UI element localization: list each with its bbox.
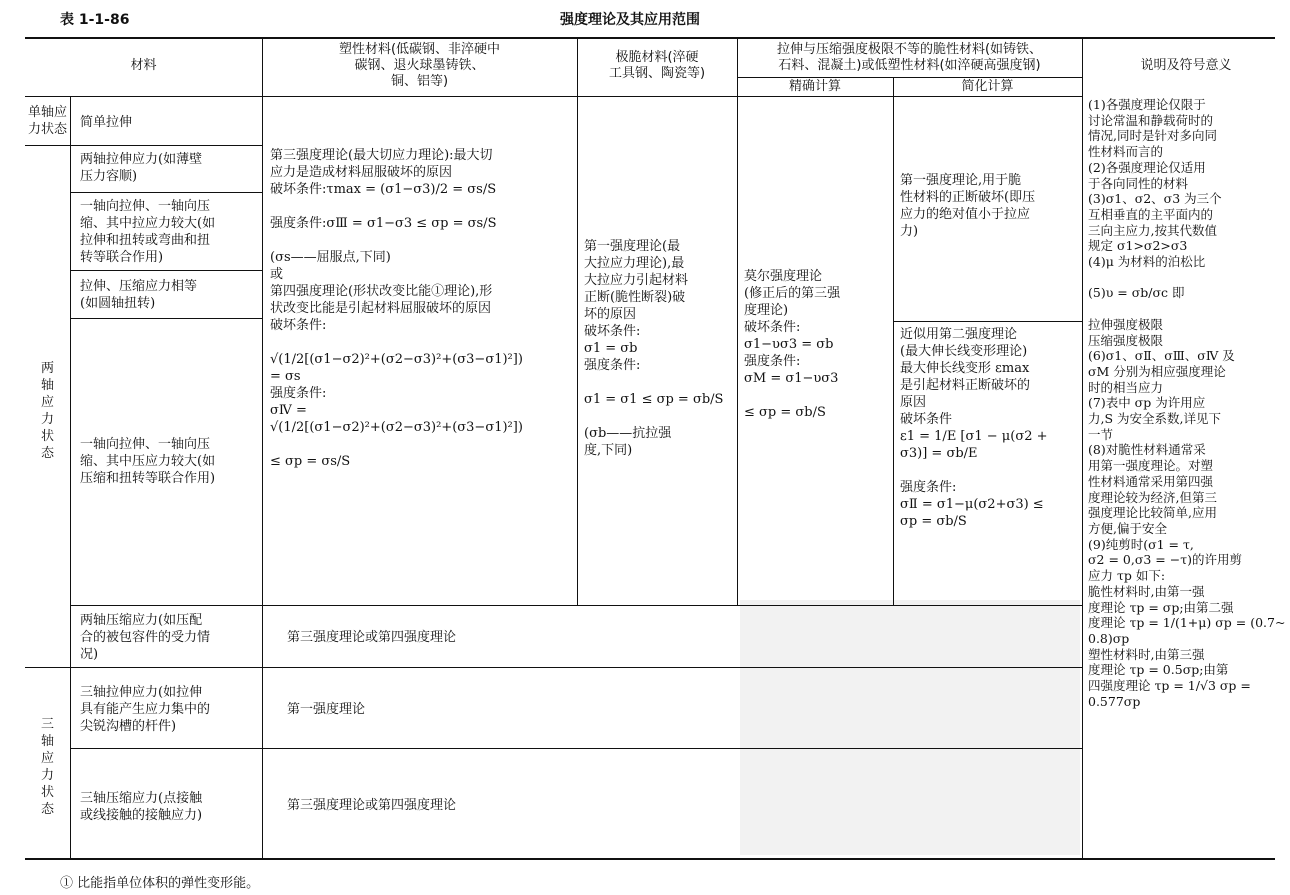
vrule-condition — [262, 37, 263, 858]
rule-subheader — [737, 77, 1082, 78]
simplified-second-theory-text: 近似用第二强度理论 (最大伸长线变形理论) 最大伸长线变形 εmax 是引起材料正断破坏的 原因 破坏条件 ε1 = 1/E [σ1 − μ(σ2 + σ3)] = σb/E 强度条件: σⅡ = σ1−μ(σ2+σ3) ≤ σp = σb/S — [900, 327, 1048, 529]
state-uniaxial: 单轴应 力状态 — [27, 105, 67, 137]
vrule-state — [70, 96, 71, 858]
condition-equal-tension-compression: 拉伸、压缩应力相等 (如圆轴扭转) — [80, 279, 198, 311]
condition-tension-compression-tension-dominant: 一轴向拉伸、一轴向压 缩、其中拉应力较大(如 拉伸和扭转或弯曲和扭 转等联合作用) — [80, 199, 216, 265]
rule-bottom — [25, 858, 1275, 860]
state-triaxial: 三 轴 应 力 状 态 — [40, 717, 54, 817]
precise-mohr-text: 莫尔强度理论 (修正后的第三强 度理论) 破坏条件: σ1−υσ3 = σb 强度条件: σM = σ1−υσ3 ≤ σp = σb/S — [744, 269, 841, 420]
simplified-first-theory-text: 第一强度理论,用于脆 性材料的正断破坏(即压 应力的绝对值小于拉应 力) — [900, 173, 1036, 239]
condition-triaxial-compression: 三轴压缩应力(点接触 或线接触的接触应力) — [80, 791, 203, 823]
header-notes: 说明及符号意义 — [1140, 58, 1232, 73]
rule-row1 — [25, 145, 262, 146]
brittle-theory-text: 第一强度理论(最 大拉应力理论),最 大拉应力引起材料 正断(脆性断裂)破 坏的原因 破坏条件: σ1 = σb 强度条件: σ1 = σ1 ≤ σp = σb/S (σb——抗拉强 度,下同) — [584, 239, 724, 458]
condition-tension-compression-compression-dominant: 一轴向拉伸、一轴向压 缩、其中压应力较大(如 压缩和扭转等联合作用) — [80, 437, 216, 486]
vrule-plastic — [577, 37, 578, 605]
rule-simplified-split — [893, 321, 1082, 322]
vrule-brittle — [737, 37, 738, 605]
condition-triaxial-tension: 三轴拉伸应力(如拉伸 具有能产生应力集中的 尖锐沟槽的杆件) — [80, 685, 211, 734]
vrule-notes — [1082, 37, 1083, 858]
rule-top — [25, 37, 1275, 39]
condition-biaxial-tension: 两轴拉伸应力(如薄壁 压力容顺) — [80, 152, 203, 184]
rule-row4 — [70, 318, 262, 319]
biaxial-compression-theory: 第三强度理论或第四强度理论 — [287, 630, 457, 645]
table-title: 强度理论及其应用范围 — [560, 12, 700, 28]
header-unequal: 拉伸与压缩强度极限不等的脆性材料(如铸铁、 石料、混凝土)或低塑性材料(如淬硬高强度钢) — [776, 42, 1043, 73]
header-plastic: 塑性材料(低碳钢、非淬硬中 碳钢、退火球墨铸铁、 铜、铝等) — [338, 42, 501, 89]
triaxial-compression-theory: 第三强度理论或第四强度理论 — [287, 798, 457, 813]
rule-row6 — [25, 667, 1082, 668]
header-material: 材料 — [130, 58, 157, 73]
header-brittle: 极脆材料(淬硬 工具钢、陶瓷等) — [608, 50, 706, 81]
vrule-precise — [893, 77, 894, 605]
triaxial-tension-theory: 第一强度理论 — [287, 702, 366, 717]
header-simplified: 简化计算 — [961, 79, 1014, 94]
rule-row3 — [70, 270, 262, 271]
state-biaxial: 两 轴 应 力 状 态 — [40, 361, 54, 461]
shaded-area — [740, 600, 1080, 855]
rule-row7 — [70, 748, 1082, 749]
header-precise: 精确计算 — [788, 79, 841, 94]
footnote: ① 比能指单位体积的弹性变形能。 — [60, 876, 260, 891]
condition-simple-tension: 简单拉伸 — [80, 115, 133, 130]
rule-header-bottom — [25, 96, 1082, 97]
notes-text: (1)各强度理论仅限于 讨论常温和静载荷时的 情况,同时是针对多向同 性材料而言的 (2)各强度理论仅适用 于各向同性的材料 (3)σ1、σ2、σ3 为三个 互相垂直的主平面内的 三向主应力,按其代数值 规定 σ1>σ2>σ3 (4)μ 为材料的泊松比 (5)υ = σb/σc 即 拉伸强度极限 压缩强度极限 (6)σ1、σⅡ、σⅢ、σⅣ 及 σM 分别为相应强度理论 时的相当应力 (7)表中 σp 为许用应 力,S 为安全系数,详见下 一节 (8)对脆性材料通常采 用第一强度理论。对塑 性材料通常采用第四强 度理论较为经济,但第三 强度理论比较简单,应用 方便,偏于安全 (9)纯剪时(σ1 = τ, σ2 = 0,σ3 = −τ)的许用剪 应力 τp 如下: 脆性材料时,由第一强 度理论 τp = σp;由第二强 度理论 τp = 1/(1+μ) σp = (0.7~ 0.8)σp 塑性材料时,由第三强 度理论 τp = 0.5σp;由第 四强度理论 τp = 1/√3 σp = 0.577σp — [1088, 97, 1286, 709]
rule-row5 — [70, 605, 1082, 606]
table-label: 表 1-1-86 — [60, 12, 130, 28]
condition-biaxial-compression: 两轴压缩应力(如压配 合的被包容件的受力情 况) — [80, 613, 211, 662]
rule-row2 — [70, 192, 262, 193]
plastic-theories-text: 第三强度理论(最大切应力理论):最大切 应力是造成材料屈服破坏的原因 破坏条件:τmax = (σ1−σ3)/2 = σs/S 强度条件:σⅢ = σ1−σ3 ≤ σp = σs/S (σs——屈服点,下同) 或 第四强度理论(形状改变比能①理论),形 状改变比能是引起材料屈服破坏的原因 破坏条件: √(1/2[(σ1−σ2)²+(σ2−σ3)²+(σ3−σ1)²]) = σs 强度条件: σⅣ = √(1/2[(σ1−σ2)²+(σ2−σ3)²+(σ3−σ1)²]) ≤ σp = σs/S — [270, 148, 523, 469]
